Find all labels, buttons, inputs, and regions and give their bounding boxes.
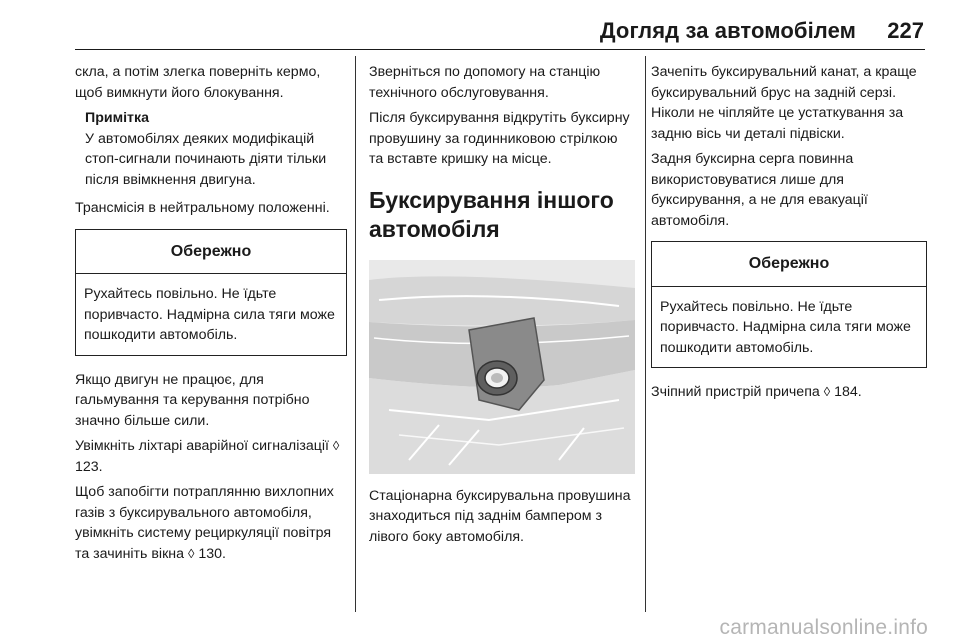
page-header: [0, 0, 960, 50]
page-reference-link[interactable]: 184.: [834, 384, 862, 400]
paragraph-text: Щоб запобігти потраплянню вихлопних газів з буксирувального автомобіля, увімкніть систему рециркуляції повітря та зачиніть вікна: [75, 484, 334, 562]
paragraph-text: Увімкніть ліхтарі аварійної сигналізації: [75, 438, 333, 454]
paragraph: скла, а потім злегка поверніть кермо, щоб вимкнути його блокування.: [75, 64, 321, 101]
page-reference-link[interactable]: 130.: [198, 545, 226, 562]
page-reference-link[interactable]: 123.: [75, 458, 103, 475]
warning-text: Рухайтесь повільно. Не їдьте поривчасто. Надмірна сила тяги може пошкодити автомобіль.: [84, 286, 335, 343]
note-title: Примітка: [85, 110, 149, 126]
page-title: Догляд за автомобілем: [599, 18, 856, 43]
column-left: [75, 62, 347, 569]
towing-eye-figure: [369, 260, 635, 474]
towing-eye-illustration: [369, 260, 635, 474]
reference-arrow-icon: ◊: [332, 438, 340, 453]
page-number: 227: [887, 18, 924, 43]
note-text: У автомобілях деяких модифікацій стоп-сигнали починають діяти тільки після ввімкнення двигуна.: [85, 130, 327, 188]
reference-arrow-icon: ◊: [187, 545, 195, 561]
paragraph-with-reference: [75, 436, 347, 477]
paragraph-text: Зчіпний пристрій причепа: [651, 384, 824, 400]
paragraph: Задня буксирна серга повинна використовуватися лише для буксирування, а не для евакуації автомобіля.: [651, 151, 868, 229]
warning-box: [75, 229, 347, 356]
warning-title: Обережно: [76, 230, 346, 275]
figure-caption: Стаціонарна буксирувальна провушина знаходиться під заднім бампером з лівого боку автомобіля.: [369, 487, 631, 545]
warning-text: Рухайтесь повільно. Не їдьте поривчасто. Надмірна сила тяги може пошкодити автомобіль.: [660, 298, 911, 356]
header-divider: [75, 49, 925, 50]
paragraph: Зверніться по допомогу на станцію технічного обслуговування.: [369, 64, 601, 101]
paragraph-with-reference: [651, 382, 927, 403]
paragraph: Якщо двигун не працює, для гальмування та керування потрібно значно більше сили.: [75, 371, 310, 429]
reference-arrow-icon: ◊: [823, 384, 831, 399]
column-divider: [645, 56, 646, 612]
watermark: carmanualsonline.info: [719, 616, 928, 639]
note-block: [85, 108, 347, 190]
paragraph: Після буксирування відкрутіть буксирну провушину за годинниковою стрілкою та вставте кришку на місце.: [369, 110, 630, 167]
column-middle: [369, 62, 635, 552]
paragraph: Зачепіть буксирувальний канат, а краще буксирувальний брус на задній серзі. Ніколи не чіпляйте це устаткування за задню вісь чи деталі підвіски.: [651, 64, 917, 142]
warning-box: [651, 241, 927, 368]
paragraph-with-reference: [75, 482, 347, 564]
paragraph: Трансмісія в нейтральному положенні.: [75, 200, 330, 216]
warning-title: Обережно: [652, 242, 926, 287]
section-title: Буксирування іншого автомобіля: [369, 186, 614, 242]
column-right: [651, 62, 927, 408]
column-divider: [355, 56, 356, 612]
